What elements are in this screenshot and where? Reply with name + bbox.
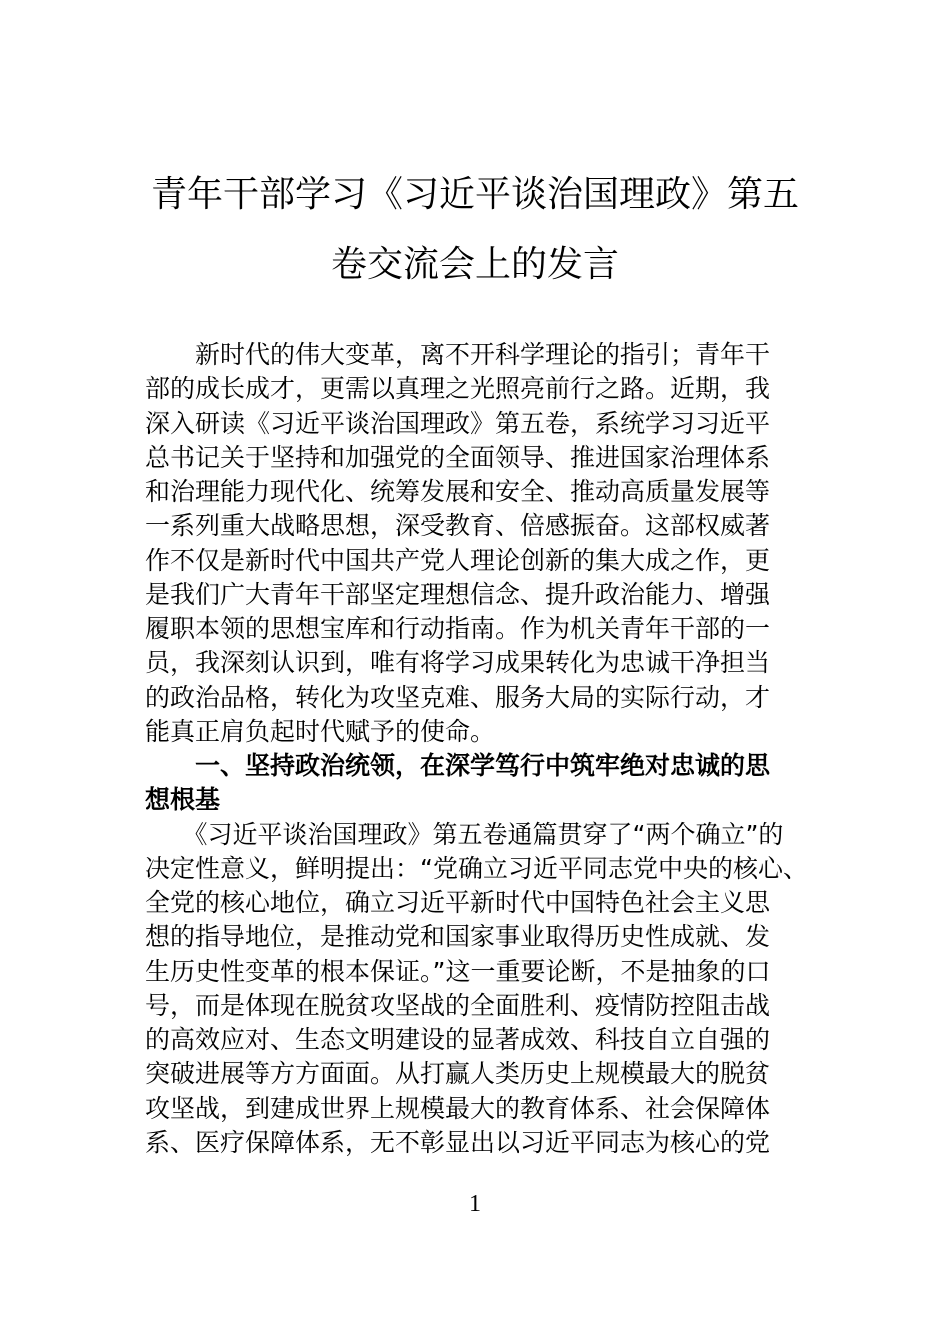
body-line: 一系列重大战略思想，深受教育、倍感振奋。这部权威著 bbox=[145, 511, 771, 541]
document-body bbox=[145, 338, 825, 1160]
body-line: 是我们广大青年干部坚定理想信念、提升政治能力、增强 bbox=[145, 579, 771, 609]
body-line: 的政治品格，转化为攻坚克难、服务大局的实际行动，才 bbox=[145, 682, 771, 712]
body-line: 全党的核心地位，确立习近平新时代中国特色社会主义思 bbox=[145, 888, 771, 917]
body-line: 能真正肩负起时代赋予的使命。 bbox=[145, 716, 496, 746]
body-line: 作不仅是新时代中国共产党人理论创新的集大成之作，更 bbox=[145, 545, 771, 575]
body-line: 突破进展等方方面面。从打赢人类历史上规模最大的脱贫 bbox=[145, 1059, 771, 1089]
body-line: 攻坚战，到建成世界上规模最大的教育体系、社会保障体 bbox=[145, 1093, 771, 1123]
document-title-line-1: 青年干部学习《习近平谈治国理政》第五 bbox=[150, 174, 799, 215]
body-line: 和治理能力现代化、统筹发展和安全、推动高质量发展等 bbox=[145, 477, 771, 506]
body-line: 号，而是体现在脱贫攻坚战的全面胜利、疫情防控阻击战 bbox=[145, 990, 771, 1020]
document-title-line-2: 卷交流会上的发言 bbox=[330, 244, 619, 285]
body-line: 系、医疗保障体系，无不彰显出以习近平同志为核心的党 bbox=[145, 1127, 771, 1157]
section-heading-line: 一、坚持政治统领，在深学笃行中筑牢绝对忠诚的思 bbox=[145, 751, 771, 780]
body-line: 《习近平谈治国理政》第五卷通篇贯穿了“两个确立”的 bbox=[145, 819, 784, 849]
body-line: 履职本领的思想宝库和行动指南。作为机关青年干部的一 bbox=[145, 614, 771, 643]
body-line: 新时代的伟大变革，离不开科学理论的指引；青年干 bbox=[145, 340, 771, 369]
body-line: 部的成长成才，更需以真理之光照亮前行之路。近期，我 bbox=[145, 374, 771, 404]
body-line: 生历史性变革的根本保证。”这一重要论断，不是抽象的口 bbox=[145, 956, 771, 986]
body-line: 想的指导地位，是推动党和国家事业取得历史性成就、发 bbox=[145, 922, 771, 952]
page-number: 1 bbox=[469, 1191, 481, 1217]
body-line: 总书记关于坚持和加强党的全面领导、推进国家治理体系 bbox=[145, 442, 771, 472]
section-heading-line: 想根基 bbox=[145, 785, 221, 815]
body-line: 决定性意义，鲜明提出：“党确立习近平同志党中央的核心、 bbox=[145, 853, 808, 883]
body-line: 的高效应对、生态文明建设的显著成效、科技自立自强的 bbox=[145, 1025, 771, 1054]
body-line: 员，我深刻认识到，唯有将学习成果转化为忠诚干净担当 bbox=[145, 648, 771, 678]
body-line: 深入研读《习近平谈治国理政》第五卷，系统学习习近平 bbox=[145, 408, 771, 438]
